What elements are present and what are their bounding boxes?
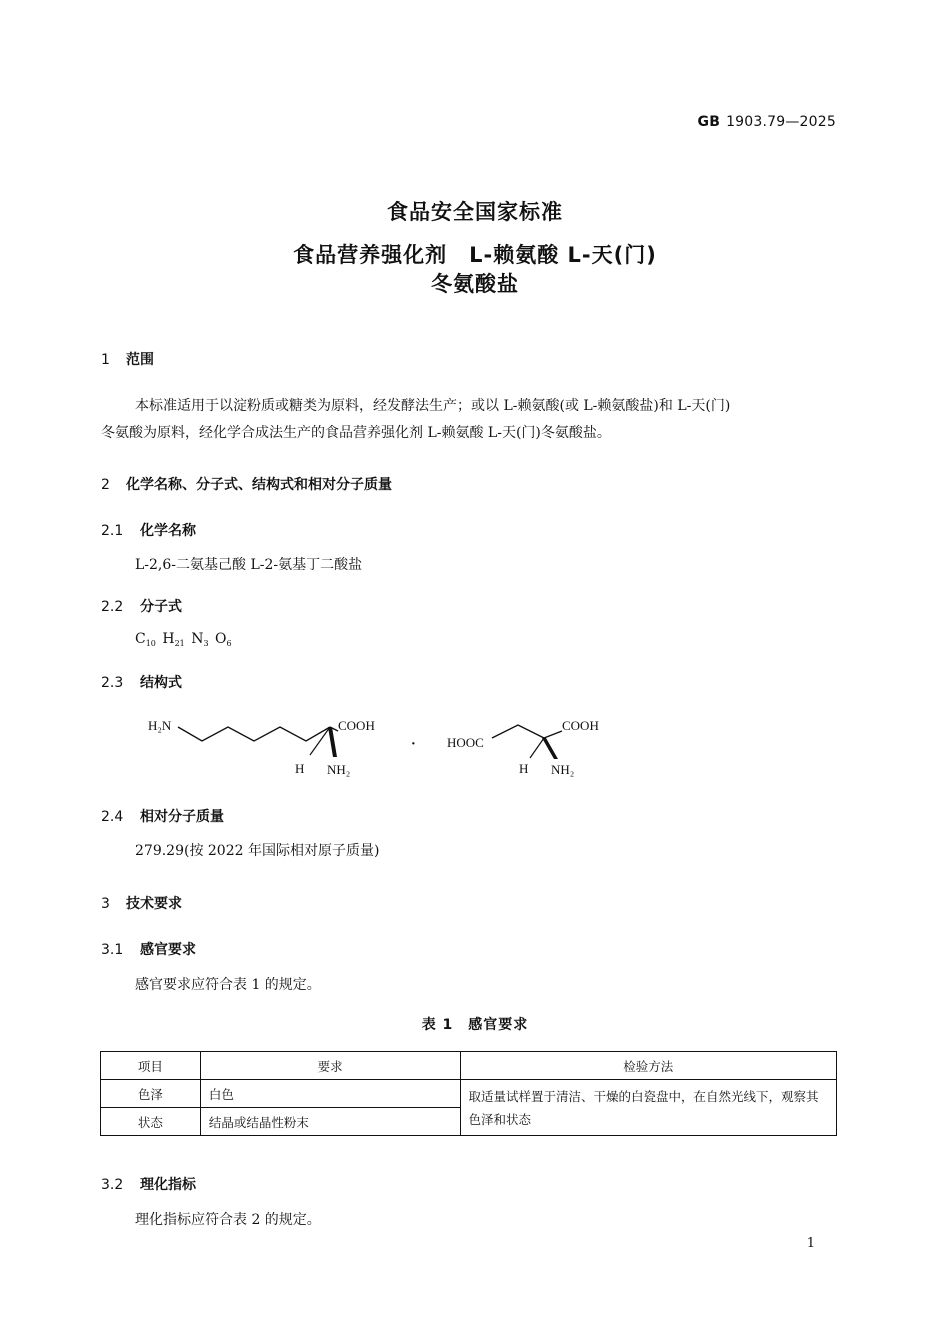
table-cell-requirement: 白色 [200, 1080, 460, 1108]
formula-element: O [215, 631, 227, 647]
document-title-line1: 食品营养强化剂 L-赖氨酸 L-天(门) [293, 243, 657, 267]
section-number: 2.3 [101, 675, 124, 691]
lysine-wedge-bond [328, 727, 337, 757]
table-1-caption: 表 1 感官要求 [421, 1017, 529, 1033]
section-number: 3 [101, 896, 110, 912]
section-title: 技术要求 [126, 896, 182, 912]
table-cell-method: 取适量试样置于清洁、干燥的白瓷盘中，在自然光线下，观察其色泽和状态 [460, 1080, 837, 1136]
section-title: 范围 [126, 352, 154, 368]
table-cell-item: 色泽 [101, 1080, 201, 1108]
table-cell-requirement: 结晶或结晶性粉末 [200, 1108, 460, 1136]
salt-dot: · [410, 733, 417, 755]
physicochemical-requirement-text: 理化指标应符合表 2 的规定。 [135, 1212, 321, 1228]
section-title: 化学名称 [140, 523, 196, 539]
section-number: 1 [101, 352, 110, 368]
section-number: 2.4 [101, 809, 124, 825]
aspartate-cooh-bond [544, 731, 562, 738]
aspartate-nh2-label: NH₂ [551, 762, 575, 777]
table-header-cell: 项目 [101, 1052, 201, 1080]
lysine-chain-bonds [178, 727, 330, 741]
aspartate-wedge-bond [542, 738, 558, 759]
formula-count: 6 [226, 639, 232, 648]
section-2-1-heading [101, 520, 196, 540]
section-2-heading [101, 474, 392, 494]
formula-count: 21 [174, 639, 185, 648]
lysine-h2n-label: H₂N [148, 718, 172, 733]
scope-paragraph [135, 393, 839, 420]
section-2-4-heading [101, 806, 224, 826]
table-header-row [101, 1052, 837, 1080]
section-title: 化学名称、分子式、结构式和相对分子质量 [126, 477, 392, 493]
section-title: 相对分子质量 [140, 809, 224, 825]
structural-formula [130, 705, 630, 785]
section-3-heading [101, 893, 182, 913]
section-number: 3.1 [101, 942, 124, 958]
section-title: 理化指标 [140, 1177, 196, 1193]
formula-element: C [135, 631, 146, 647]
lysine-h-bond [310, 727, 330, 755]
lysine-nh2-label: NH₂ [327, 762, 351, 777]
section-title: 分子式 [140, 599, 182, 615]
table-header-cell: 检验方法 [460, 1052, 837, 1080]
sensory-requirements-table [100, 1051, 837, 1136]
section-number: 2.2 [101, 599, 124, 615]
document-title-category: 食品安全国家标准 [387, 200, 563, 224]
formula-count: 3 [203, 639, 209, 648]
standard-code: 1903.79—2025 [726, 114, 836, 130]
standard-number [698, 114, 837, 130]
standard-prefix: GB [697, 114, 721, 130]
section-1-heading [101, 349, 154, 369]
aspartate-h-bond [530, 738, 544, 758]
section-number: 2.1 [101, 523, 124, 539]
section-number: 2 [101, 477, 110, 493]
section-3-2-heading [101, 1174, 196, 1194]
sensory-requirement-text: 感官要求应符合表 1 的规定。 [135, 977, 321, 993]
section-2-2-heading [101, 596, 182, 616]
aspartate-chain-bonds [492, 725, 544, 738]
lysine-cooh-label: COOH [338, 718, 375, 733]
page-number: 1 [806, 1236, 815, 1251]
section-title: 感官要求 [140, 942, 196, 958]
scope-paragraph-line1: 本标准适用于以淀粉质或糖类为原料，经发酵法生产；或以 L-赖氨酸(或 L-赖氨酸盐)和 L-天(门) [135, 398, 731, 414]
section-number: 3.2 [101, 1177, 124, 1193]
molecular-formula [135, 631, 234, 648]
table-cell-item: 状态 [101, 1108, 201, 1136]
table-row [101, 1080, 837, 1108]
table-header-cell: 要求 [200, 1052, 460, 1080]
aspartate-h-label: H [519, 761, 529, 776]
scope-paragraph-line2: 冬氨酸为原料，经化学合成法生产的食品营养强化剂 L-赖氨酸 L-天(门)冬氨酸盐。 [101, 425, 611, 441]
aspartate-hooc-label: HOOC [447, 735, 484, 750]
document-title [0, 241, 950, 299]
section-title: 结构式 [140, 675, 182, 691]
chemical-name: L-2,6-二氨基己酸 L-2-氨基丁二酸盐 [135, 557, 363, 573]
formula-element: H [162, 631, 175, 647]
section-2-3-heading [101, 672, 182, 692]
section-3-1-heading [101, 939, 196, 959]
formula-element: N [191, 631, 204, 647]
scope-paragraph-continued [101, 420, 839, 447]
lysine-h-label: H [295, 761, 305, 776]
aspartate-cooh-label: COOH [562, 718, 599, 733]
relative-molecular-mass: 279.29(按 2022 年国际相对原子质量) [135, 843, 380, 859]
document-title-line2: 冬氨酸盐 [431, 272, 519, 296]
formula-count: 10 [145, 639, 156, 648]
